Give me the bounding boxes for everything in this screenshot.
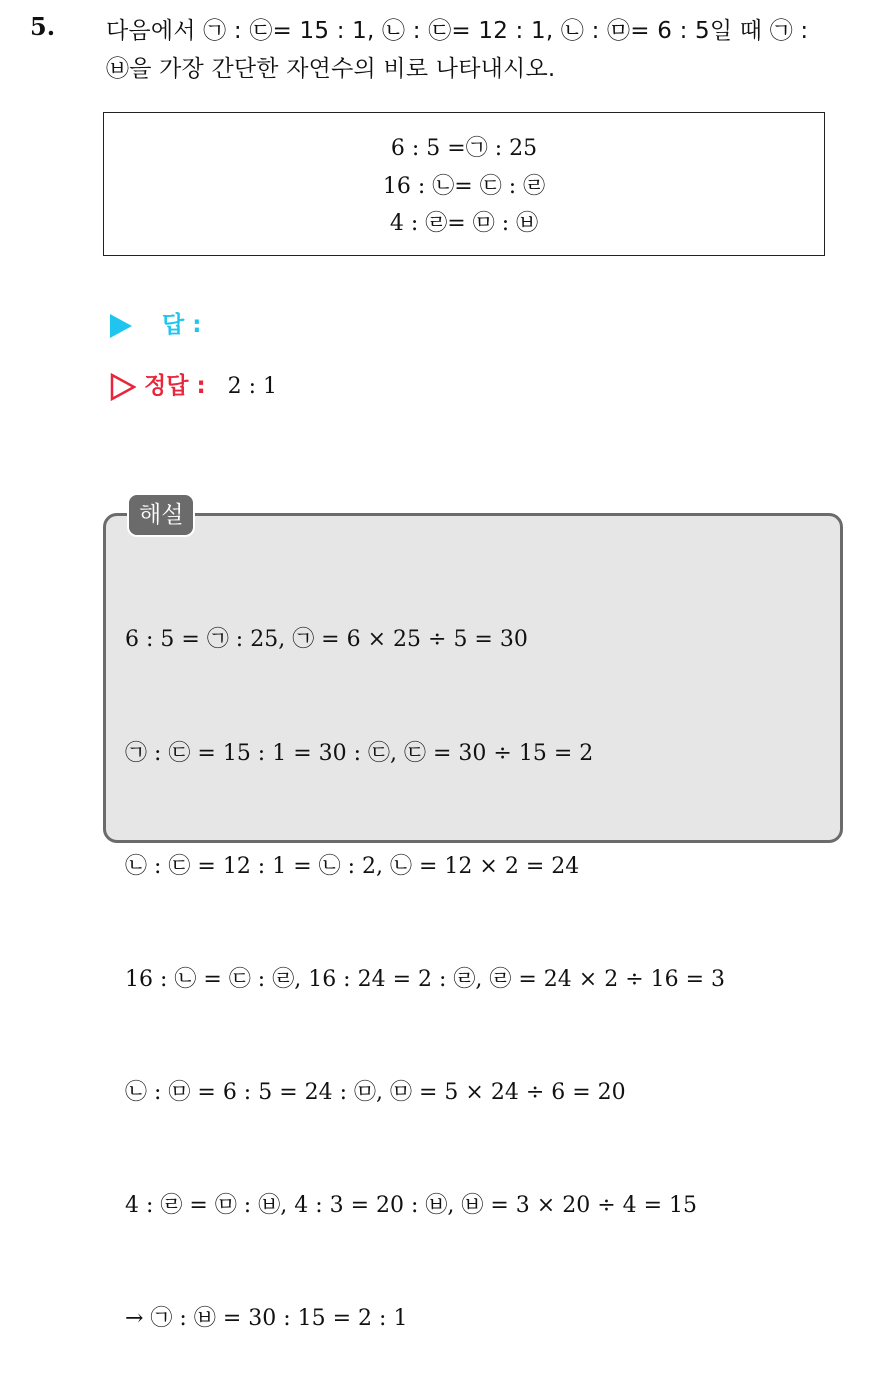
question-line-1: 다음에서 ㉠ : ㉢= 15 : 1, ㉡ : ㉢= 12 : 1, ㉡ : ㉤= 6 : 5일 때 ㉠ : — [106, 18, 809, 44]
solution-line: ㉡ : ㉤ = 6 : 5 = 24 : ㉤, ㉤ = 5 × 24 ÷ 6 = 20 — [125, 1079, 626, 1105]
solution-line: 16 : ㉡ = ㉢ : ㉣, 16 : 24 = 2 : ㉣, ㉣ = 24 × 2 ÷ 16 = 3 — [125, 966, 726, 992]
solution-line: ㉡ : ㉢ = 12 : 1 = ㉡ : 2, ㉡ = 12 × 2 = 24 — [125, 853, 580, 879]
given-ratio-line: 4 : ㉣= ㉤ : ㉥ — [389, 211, 539, 236]
filled-triangle-icon — [110, 314, 132, 338]
given-ratio-line: 16 : ㉡= ㉢ : ㉣ — [382, 174, 546, 199]
question-line-2: ㉥을 가장 간단한 자연수의 비로 나타내시오. — [106, 56, 556, 82]
solution-line: → ㉠ : ㉥ = 30 : 15 = 2 : 1 — [125, 1305, 408, 1331]
solution-line: 4 : ㉣ = ㉤ : ㉥, 4 : 3 = 20 : ㉥, ㉥ = 3 × 20 ÷ 4 = 15 — [125, 1192, 698, 1218]
outline-triangle-icon — [110, 373, 136, 401]
solution-lines — [125, 546, 725, 1375]
given-ratios-box — [103, 112, 825, 256]
correct-answer-label: 정답 : — [144, 373, 206, 399]
given-ratio-line: 6 : 5 =㉠ : 25 — [390, 136, 538, 161]
solution-tag: 해설 — [127, 493, 195, 537]
solution-line: 6 : 5 = ㉠ : 25, ㉠ = 6 × 25 ÷ 5 = 30 — [125, 627, 528, 653]
correct-answer-value: 2 : 1 — [227, 374, 278, 399]
answer-row — [110, 306, 201, 339]
answer-label: 답 : — [162, 312, 202, 338]
question-text — [106, 12, 876, 88]
correct-answer-row — [110, 367, 277, 401]
question-number: 5. — [30, 12, 56, 41]
solution-line: ㉠ : ㉢ = 15 : 1 = 30 : ㉢, ㉢ = 30 ÷ 15 = 2 — [125, 740, 594, 766]
